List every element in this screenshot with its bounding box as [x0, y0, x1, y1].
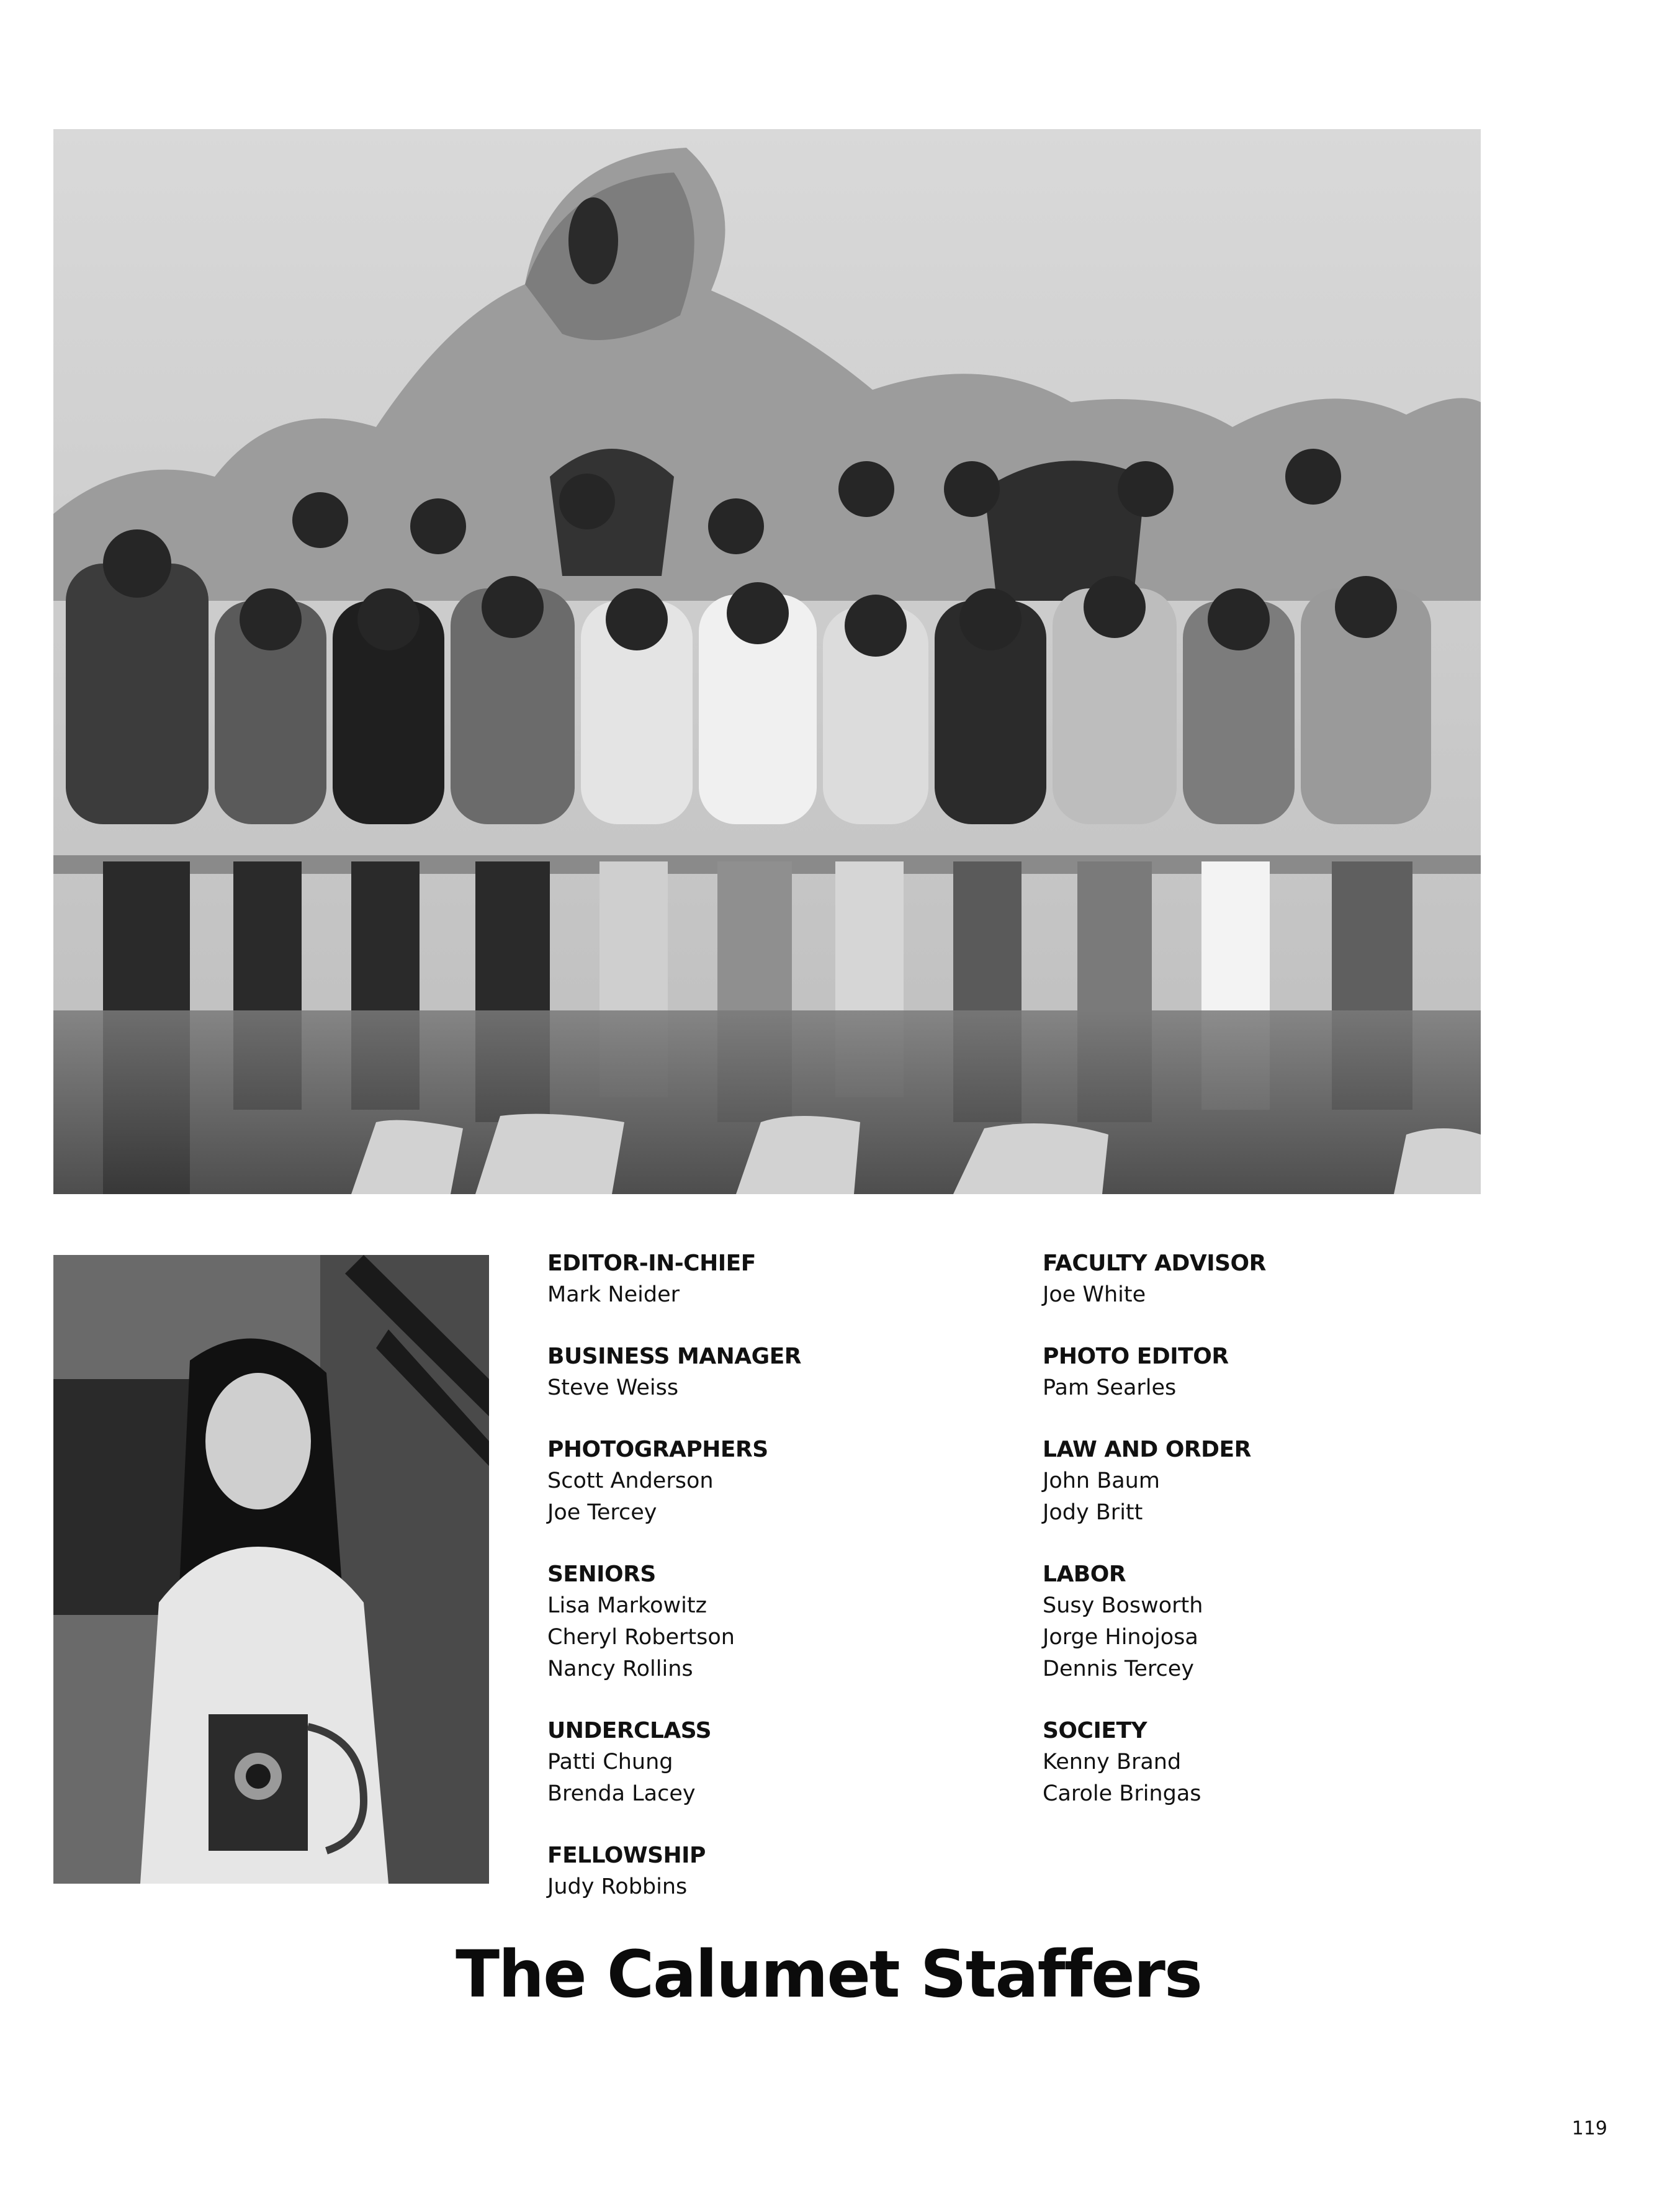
- staff-name: Cheryl Robertson: [547, 1625, 735, 1650]
- staff-name: Jorge Hinojosa: [1043, 1625, 1198, 1650]
- section-title: LABOR: [1043, 1562, 1126, 1587]
- section-title: FACULTY ADVISOR: [1043, 1251, 1266, 1276]
- staff-section: [1043, 1558, 1514, 1685]
- staff-name: Carole Bringas: [1043, 1781, 1201, 1806]
- section-title: BUSINESS MANAGER: [547, 1344, 802, 1369]
- section-title: SENIORS: [547, 1562, 656, 1587]
- section-title: PHOTOGRAPHERS: [547, 1437, 768, 1462]
- photographer-photo-graphic: [53, 1255, 489, 1884]
- section-title: UNDERCLASS: [547, 1718, 712, 1743]
- staff-column-left: [547, 1248, 1019, 1933]
- staff-section: [1043, 1248, 1514, 1311]
- staff-name: Susy Bosworth: [1043, 1593, 1203, 1618]
- staff-name: Pam Searles: [1043, 1375, 1177, 1400]
- section-title: FELLOWSHIP: [547, 1843, 706, 1868]
- staff-section: [547, 1558, 1019, 1685]
- staff-section: [547, 1840, 1019, 1903]
- section-title: EDITOR-IN-CHIEF: [547, 1251, 756, 1276]
- staff-name: Patti Chung: [547, 1750, 673, 1774]
- staff-name: Dennis Tercey: [1043, 1657, 1195, 1681]
- section-title: SOCIETY: [1043, 1718, 1147, 1743]
- group-photo: [53, 129, 1481, 1194]
- staff-section: [1043, 1715, 1514, 1810]
- staff-name: Steve Weiss: [547, 1375, 679, 1400]
- photographer-photo: [53, 1255, 489, 1884]
- staff-section: [547, 1434, 1019, 1529]
- staff-name: Jody Britt: [1043, 1500, 1143, 1525]
- staff-name: Joe Tercey: [547, 1500, 657, 1525]
- staff-column-right: [1043, 1248, 1514, 1840]
- staff-section: [1043, 1434, 1514, 1529]
- staff-name: Lisa Markowitz: [547, 1593, 707, 1618]
- staff-name: Mark Neider: [547, 1282, 680, 1307]
- staff-name: Kenny Brand: [1043, 1750, 1182, 1774]
- page-title: The Calumet Staffers: [456, 1936, 1201, 2012]
- staff-section: [547, 1715, 1019, 1810]
- staff-section: [1043, 1341, 1514, 1404]
- page-number: 119: [1571, 2118, 1607, 2139]
- staff-section: [547, 1248, 1019, 1311]
- staff-name: Judy Robbins: [547, 1874, 688, 1899]
- staff-name: Brenda Lacey: [547, 1781, 696, 1806]
- staff-name: Nancy Rollins: [547, 1657, 693, 1681]
- staff-section: [547, 1341, 1019, 1404]
- staff-name: Joe White: [1043, 1282, 1146, 1307]
- group-photo-graphic: [53, 129, 1481, 1194]
- staff-name: John Baum: [1043, 1468, 1160, 1493]
- staff-name: Scott Anderson: [547, 1468, 714, 1493]
- section-title: PHOTO EDITOR: [1043, 1344, 1229, 1369]
- section-title: LAW AND ORDER: [1043, 1437, 1251, 1462]
